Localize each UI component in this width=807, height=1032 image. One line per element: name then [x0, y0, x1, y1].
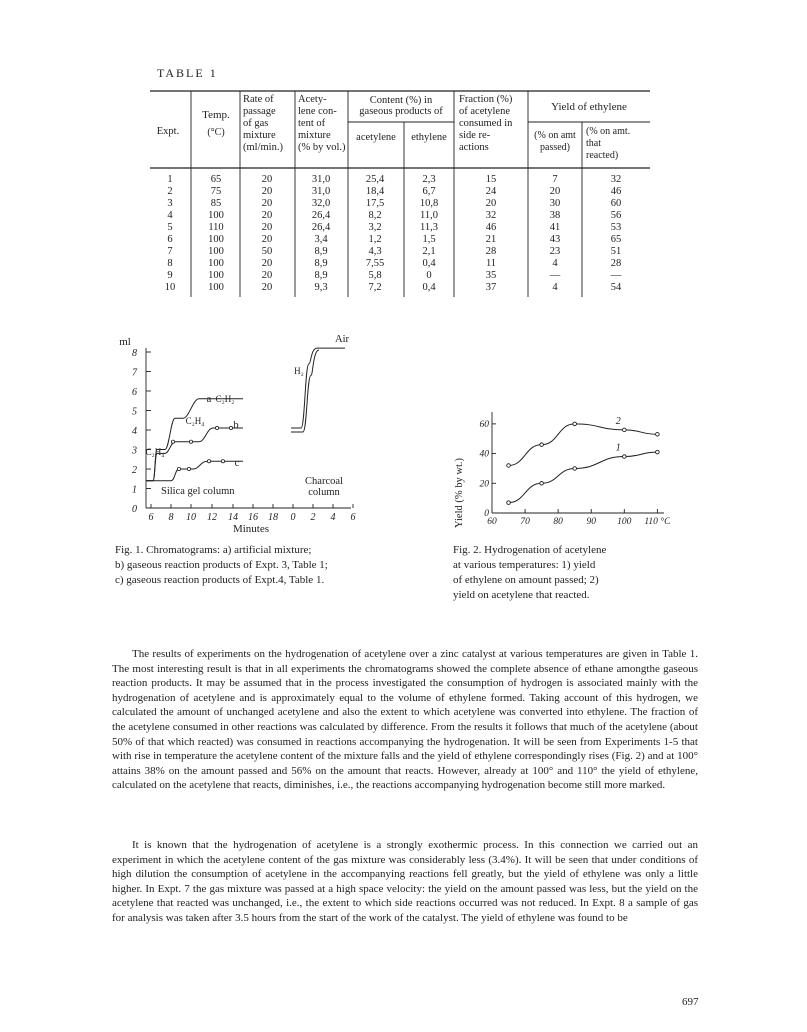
header-yield-reacted: that	[586, 138, 601, 149]
table-cell: 8,9	[314, 258, 328, 269]
fig2-x-tick-label: 100	[617, 517, 632, 527]
fig2-y-axis-label: Yield (% by wt.)	[454, 458, 465, 528]
chromatogram-c-curve	[146, 461, 243, 481]
table-cell: 0,4	[422, 258, 436, 269]
table-cell: 30	[549, 198, 561, 209]
chromatogram-point	[215, 426, 218, 429]
table-cell: 37	[485, 282, 497, 293]
figure-1-chromatograms	[113, 328, 363, 538]
table-cell: 75	[210, 186, 222, 197]
table-cell: 3	[167, 198, 173, 209]
header-rate: of gas	[243, 118, 269, 129]
table-cell: 100	[208, 258, 224, 269]
table-cell: 53	[610, 222, 622, 233]
table-cell: 20	[549, 186, 561, 197]
header-content-sub: ethylene	[411, 132, 447, 143]
fig1-y-tick-label: 2	[132, 465, 137, 476]
table-cell: 50	[261, 246, 273, 257]
fig2-x-tick-label: 80	[553, 517, 563, 527]
table-cell: 7	[552, 174, 558, 185]
figure-1-caption	[115, 543, 415, 588]
table-cell: 8,2	[368, 210, 382, 221]
table-cell: —	[549, 270, 561, 281]
table-cell: 43	[549, 234, 561, 245]
fig1-y-tick-label: 6	[132, 387, 137, 398]
header-acetylene-content: (% by vol.)	[298, 142, 346, 153]
body-paragraph-1: The results of experiments on the hydrogenation of acetylene over a zinc catalyst at various temperatures are given in Table 1. The most interesting result is that in all experiments the chromatograms showed the complete absence of ethane amongthe gaseous reaction products. It may be assumed that in the process investigated the consumption of hydrogen is associated mainly with the hydrogenation of acetylene and is approximately equal to the volume of ethylene formed. Taking account of this hydrogen, we calculated the amount of unchanged acetylene and also the extent to which acetylene was converted into ethylene. The fraction of the acetylene consumed in other reactions was calculated by difference. From the results it follows that much of the acetylene (about 50% of that which reacted) was consumed in reactions accompanying the hydrogenation. It will be seen from Experiments 1-5 that with rise in temperature the acetylene content of the mixture falls and the yield of ethylene correspondingly rises (Fig. 2) and at 100° attains 38% on the amount passed and 56% on the amount that reacts. However, already at 100° and 110° the yield of ethylene, calculated on the acetylene that reacts, diminishes, i.e., the reactions accompanying hydrogenation become still more marked.	[112, 648, 698, 792]
label-c2h2: C₂H₂	[215, 394, 235, 404]
chromatogram-point	[207, 460, 210, 463]
table-cell: 32,0	[311, 198, 331, 209]
caption-line: c) gaseous reaction products of Expt.4, Table 1.	[115, 574, 325, 586]
table-cell: 20	[261, 210, 273, 221]
table-cell: 46	[610, 186, 622, 197]
table-cell: 4	[552, 258, 558, 269]
header-temp: (°C)	[207, 127, 225, 138]
table-cell: 5	[167, 222, 173, 233]
table-cell: 1,2	[368, 234, 382, 245]
fig1-x-tick-label: 8	[168, 512, 174, 523]
fig2-y-tick-label: 20	[479, 479, 489, 490]
fig1-y-tick-label: 1	[132, 484, 137, 496]
header-yield-reacted: (% on amt.	[586, 126, 631, 137]
header-rate: mixture	[243, 130, 276, 141]
fig2-y-tick-label: 60	[479, 419, 489, 430]
fig1-x-tick-label: 14	[228, 512, 238, 523]
table-caption: TABLE 1	[157, 66, 218, 80]
table-cell: 6	[167, 234, 173, 245]
table-cell: 3,4	[314, 234, 328, 245]
table-cell: 28	[610, 258, 622, 269]
series-2-point	[540, 443, 544, 447]
header-acetylene-content: tent of	[298, 118, 326, 129]
fig1-x-tick-label: 4	[330, 512, 336, 523]
table-cell: 100	[208, 282, 224, 293]
fig2-x-tick-label: 110 °C	[644, 517, 670, 527]
header-fraction: Fraction (%)	[459, 94, 513, 105]
header-rate: Rate of	[243, 94, 274, 105]
header-acetylene-content: mixture	[298, 130, 331, 141]
table-cell: 25,4	[365, 174, 385, 185]
table-cell: 18,4	[365, 186, 385, 197]
header-content-group: Content (%) in	[369, 95, 433, 106]
fig1-y-tick-label: 3	[132, 445, 137, 457]
header-acetylene-content: lene con-	[298, 106, 337, 117]
fig1-y-unit: ml	[119, 336, 131, 348]
header-content-sub: acetylene	[356, 132, 396, 143]
table-cell: 7,55	[365, 258, 385, 269]
charcoal-curve-1	[291, 348, 345, 428]
table-cell: 7,2	[368, 282, 382, 293]
table-cell: 35	[485, 270, 497, 281]
caption-line: b) gaseous reaction products of Expt. 3, Table 1;	[115, 559, 328, 571]
table-cell: 7	[167, 246, 173, 257]
table-cell: 15	[485, 174, 497, 185]
table-cell: 110	[208, 222, 224, 233]
series-1-point	[656, 450, 660, 454]
header-yield-amt-passed: passed)	[540, 142, 570, 153]
caption-line: of ethylene on amount passed; 2)	[453, 574, 599, 586]
table-cell: 32	[610, 174, 622, 185]
chromatogram-point	[189, 440, 192, 443]
table-cell: 23	[549, 246, 561, 257]
table-cell: 20	[261, 222, 273, 233]
label-charcoal-column: Charcoal	[305, 476, 343, 487]
fig2-y-tick-label: 40	[479, 449, 489, 460]
header-fraction: actions	[459, 142, 489, 153]
header-rate: (ml/min.)	[243, 142, 283, 153]
table-cell: 46	[485, 222, 497, 233]
table-cell: 65	[210, 174, 222, 185]
label-c: c	[234, 458, 240, 469]
fig1-x-tick-label: 10	[186, 512, 196, 523]
table-cell: 3,2	[368, 222, 382, 233]
series-1-label: 1	[615, 442, 621, 454]
series-1-point	[540, 481, 544, 485]
header-yield-reacted: reacted)	[586, 150, 619, 161]
fig2-x-tick-label: 90	[586, 517, 596, 527]
header-content-group: gaseous products of	[359, 106, 443, 117]
table-cell: 56	[610, 210, 622, 221]
series-1-point	[623, 455, 627, 459]
table-cell: 26,4	[311, 222, 331, 233]
table-cell: 6,7	[422, 186, 436, 197]
label-air: Air	[335, 334, 349, 345]
page-number: 697	[682, 996, 699, 1008]
table-cell: 1	[167, 174, 173, 185]
fig1-x-tick-label: 0	[290, 512, 296, 523]
table-cell: 51	[610, 246, 622, 257]
header-yield-amt-passed: (% on amt	[534, 130, 576, 141]
header-fraction: side re-	[459, 130, 491, 141]
fig2-x-tick-label: 70	[520, 517, 530, 527]
table-cell: 4	[167, 210, 173, 221]
fig1-y-tick-label: 8	[132, 348, 137, 359]
table-cell: 5,8	[368, 270, 382, 281]
header-expt: Expt.	[156, 126, 180, 137]
header-fraction: consumed in	[459, 118, 513, 129]
table-cell: 9	[167, 270, 173, 281]
label-c2h4-upper: C₂H₄	[185, 416, 205, 426]
table-cell: 21	[485, 234, 497, 245]
table-cell: 100	[208, 246, 224, 257]
label-b: b	[233, 420, 239, 431]
table-cell: 2	[167, 186, 173, 197]
series-1-point	[507, 501, 511, 505]
header-acetylene-content: Acety-	[298, 94, 327, 105]
table-cell: 10,8	[419, 198, 439, 209]
table-cell: 20	[261, 270, 273, 281]
table-cell: 85	[210, 198, 222, 209]
table-cell: 11	[485, 258, 497, 269]
table-cell: 8	[167, 258, 173, 269]
table-cell: 100	[208, 234, 224, 245]
table-cell: 1,5	[422, 234, 436, 245]
table-cell: 54	[610, 282, 622, 293]
header-rate: passage	[243, 106, 276, 117]
chromatogram-point	[221, 460, 224, 463]
caption-line: yield on acetylene that reacted.	[453, 589, 590, 601]
table-cell: 31,0	[311, 186, 331, 197]
table-cell: 100	[208, 270, 224, 281]
table-cell: 100	[208, 210, 224, 221]
fig1-x-tick-label: 16	[248, 512, 258, 523]
series-2-label: 2	[615, 415, 621, 427]
fig1-x-label: Minutes	[232, 523, 270, 535]
label-silica-gel-column: Silica gel column	[161, 486, 235, 497]
label-h2: H₂	[294, 366, 304, 376]
fig1-x-tick-label: 2	[310, 512, 316, 523]
label-c2h4-left: C₂H₄	[145, 447, 165, 457]
table-cell: 20	[485, 198, 497, 209]
table-cell: 31,0	[311, 174, 331, 185]
series-1-line	[509, 452, 658, 503]
header-yield-group: Yield of ethylene	[551, 101, 627, 113]
table-cell: 20	[261, 282, 273, 293]
fig1-x-tick-label: 12	[207, 512, 217, 523]
figure-2-chart	[450, 408, 670, 538]
series-2-point	[573, 422, 577, 426]
table-cell: 26,4	[311, 210, 331, 221]
label-charcoal-column: column	[308, 487, 340, 498]
table-cell: 24	[485, 186, 497, 197]
table-cell: 0	[426, 270, 432, 281]
figure-2-caption	[453, 543, 683, 603]
table-cell: 20	[261, 234, 273, 245]
chromatogram-point	[171, 440, 174, 443]
table-cell: 20	[261, 258, 273, 269]
fig2-y-tick-label: 0	[484, 509, 489, 519]
table-cell: 32	[485, 210, 497, 221]
header-fraction: of acetylene	[459, 106, 511, 117]
fig1-y-tick-label: 5	[132, 406, 137, 418]
chromatogram-point	[187, 467, 190, 470]
caption-line: Fig. 1. Chromatograms: a) artificial mixture;	[115, 544, 312, 556]
fig1-x-tick-label: 18	[268, 512, 278, 523]
fig1-y-tick-label: 0	[132, 504, 137, 515]
table-cell: 8,9	[314, 270, 328, 281]
body-paragraph-2: It is known that the hydrogenation of acetylene is a strongly exothermic process. In this connection we carried out an experiment in which the acetylene content of the gas mixture was considerably less (3.4%). It will be seen that under conditions of high dilution the consumption of acetylene in the accompanying reactions fell greatly, but the yield of ethylene was only a little higher. In Expt. 7 the gas mixture was passed at a high space velocity: the yield on the amount passed was less, but the yield on the acetylene that reacted was unchanged, i.e., the extent to which side reactions occurred was not reduced. In Expt. 8 a sample of gas for analysis was taken after 3.5 hours from the start of the work of the catalyst. The yield of ethylene was found to be	[112, 839, 698, 924]
caption-line: at various temperatures: 1) yield	[453, 559, 596, 571]
chromatogram-point	[229, 426, 232, 429]
series-2-point	[623, 428, 627, 432]
table-cell: 9,3	[314, 282, 328, 293]
series-2-point	[507, 464, 511, 468]
table-cell: 0,4	[422, 282, 436, 293]
table-cell: 28	[485, 246, 497, 257]
series-1-point	[573, 467, 577, 471]
fig1-x-tick-label: 6	[350, 512, 356, 523]
table-cell: 20	[261, 198, 273, 209]
table-cell: 17,5	[365, 198, 385, 209]
table-cell: 2,1	[422, 246, 436, 257]
series-2-point	[656, 432, 660, 436]
table-cell: 60	[610, 198, 622, 209]
table-cell: 4,3	[368, 246, 382, 257]
table-cell: 20	[261, 174, 273, 185]
fig2-x-tick-label: 60	[487, 517, 497, 527]
fig1-y-tick-label: 7	[132, 367, 137, 379]
caption-line: Fig. 2. Hydrogenation of acetylene	[453, 544, 607, 556]
table-cell: —	[610, 270, 622, 281]
label-a: a	[206, 394, 212, 405]
table-cell: 41	[549, 222, 561, 233]
data-table	[150, 90, 650, 297]
table-cell: 2,3	[422, 174, 436, 185]
table-cell: 38	[549, 210, 561, 221]
table-cell: 20	[261, 186, 273, 197]
table-cell: 10	[164, 282, 176, 293]
table-cell: 11,0	[420, 210, 438, 221]
chromatogram-point	[177, 467, 180, 470]
series-2-line	[509, 424, 658, 466]
table-cell: 65	[610, 234, 622, 245]
table-cell: 11,3	[420, 222, 438, 233]
header-temp: Temp.	[202, 109, 230, 121]
fig1-x-tick-label: 6	[148, 512, 154, 523]
fig1-y-tick-label: 4	[132, 426, 137, 437]
table-cell: 4	[552, 282, 558, 293]
table-cell: 8,9	[314, 246, 328, 257]
